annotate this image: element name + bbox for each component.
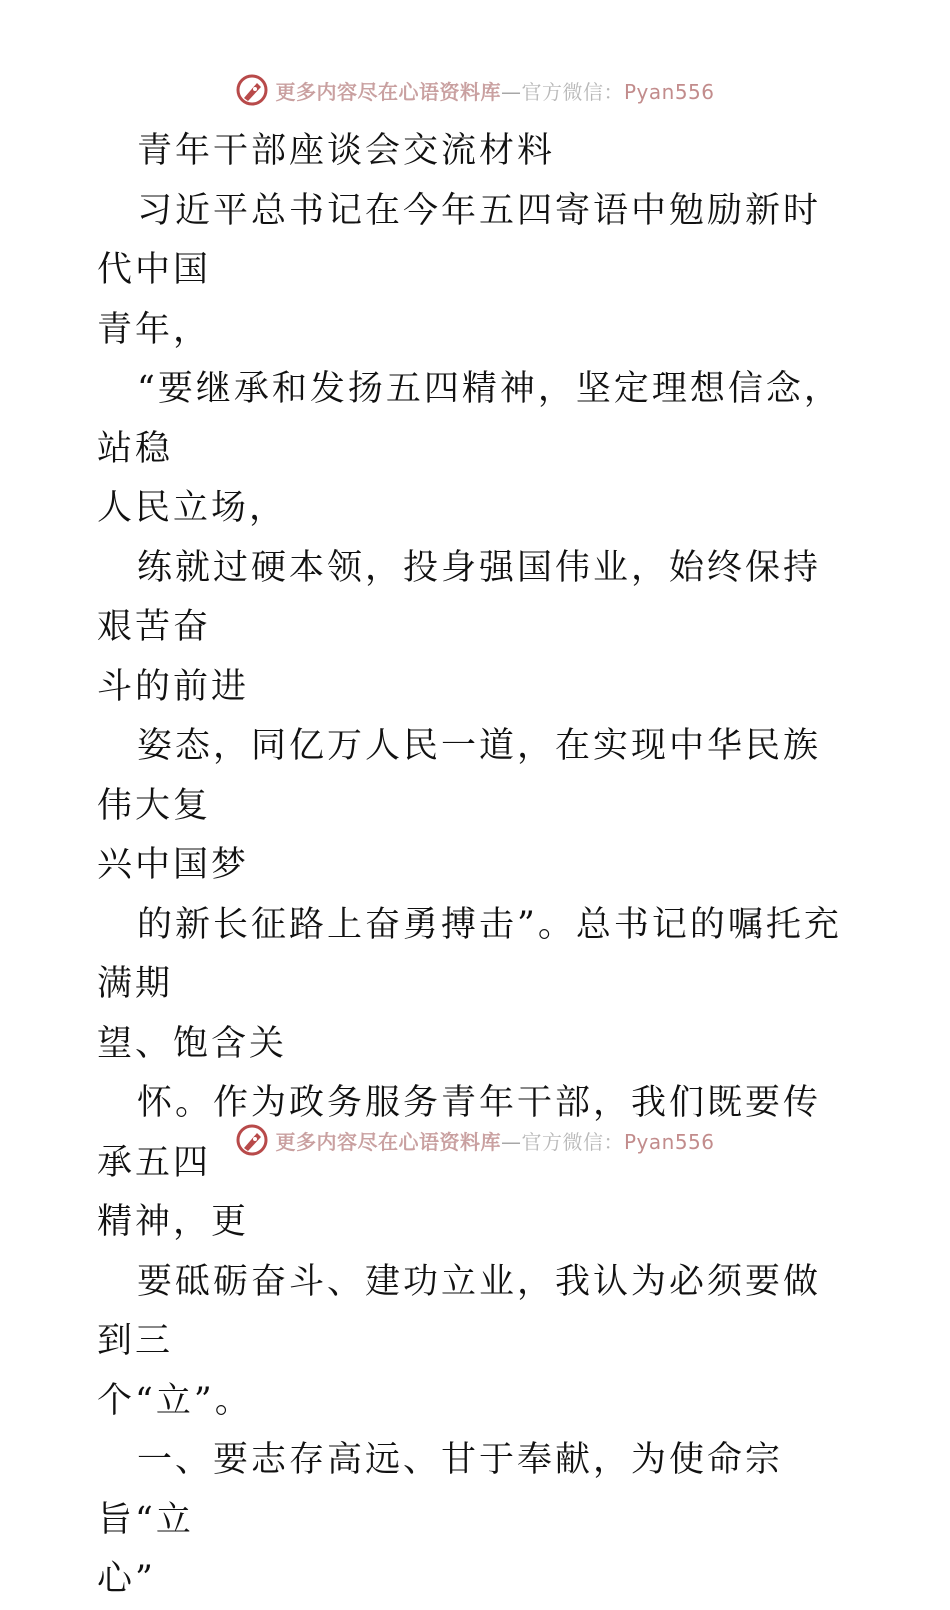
paragraph-line <box>97 717 857 896</box>
watermark-banner-bottom <box>0 1120 950 1160</box>
paragraph-line <box>97 182 857 361</box>
line-rest: 青年， <box>97 309 212 350</box>
paragraph-line <box>97 1253 857 1432</box>
watermark-wechat-id: Pyan556 <box>623 79 715 104</box>
paragraph-line <box>97 1431 857 1610</box>
line-first: 姿态，同亿万人民一道，在实现中华民族伟大复 <box>97 726 822 826</box>
line-rest: 心” <box>97 1559 156 1599</box>
paragraph-line <box>97 360 857 539</box>
line-first: 要砥砺奋斗、建功立业，我认为必须要做到三 <box>97 1261 822 1361</box>
line-first: 怀。作为政务服务青年干部，我们既要传承五四 <box>97 1083 822 1183</box>
line-first: 练就过硬本领，投身强国伟业，始终保持艰苦奋 <box>97 547 822 647</box>
watermark-main-text: 更多内容尽在心语资料库 <box>275 1129 501 1154</box>
line-rest: 望、饱含关 <box>97 1023 288 1064</box>
line-first: “要继承和发扬五四精神，坚定理想信念，站稳 <box>97 369 842 469</box>
line-rest: 人民立场， <box>97 488 288 528</box>
watermark-wechat-id: Pyan556 <box>623 1129 715 1154</box>
document-title: 青年干部座谈会交流材料 <box>137 131 556 171</box>
paragraph-line <box>97 1074 857 1253</box>
line-rest: 精神，更 <box>97 1202 250 1242</box>
line-first: 一、要志存高远、甘于奉献，为使命宗旨“立 <box>97 1440 784 1540</box>
line-rest: 兴中国梦 <box>97 845 250 885</box>
watermark-main-text: 更多内容尽在心语资料库 <box>275 79 501 104</box>
line-rest: 个“立”。 <box>97 1380 253 1421</box>
watermark-wechat-label: 官方微信： <box>521 1129 624 1154</box>
paragraph-line <box>97 539 857 718</box>
line-rest: 斗的前进 <box>97 666 250 707</box>
pen-nib-icon <box>235 1123 269 1157</box>
paragraph-line <box>97 896 857 1075</box>
line-first: 的新长征路上奋勇搏击”。总书记的嘱托充满期 <box>97 904 842 1004</box>
line-first: 习近平总书记在今年五四寄语中勉励新时代中国 <box>97 190 822 290</box>
watermark-separator: — <box>500 1129 522 1154</box>
watermark-separator: — <box>500 79 522 104</box>
watermark-wechat-label: 官方微信： <box>521 79 624 104</box>
watermark-banner-top <box>0 70 950 110</box>
pen-nib-icon <box>235 73 269 107</box>
document-body <box>97 122 857 1610</box>
